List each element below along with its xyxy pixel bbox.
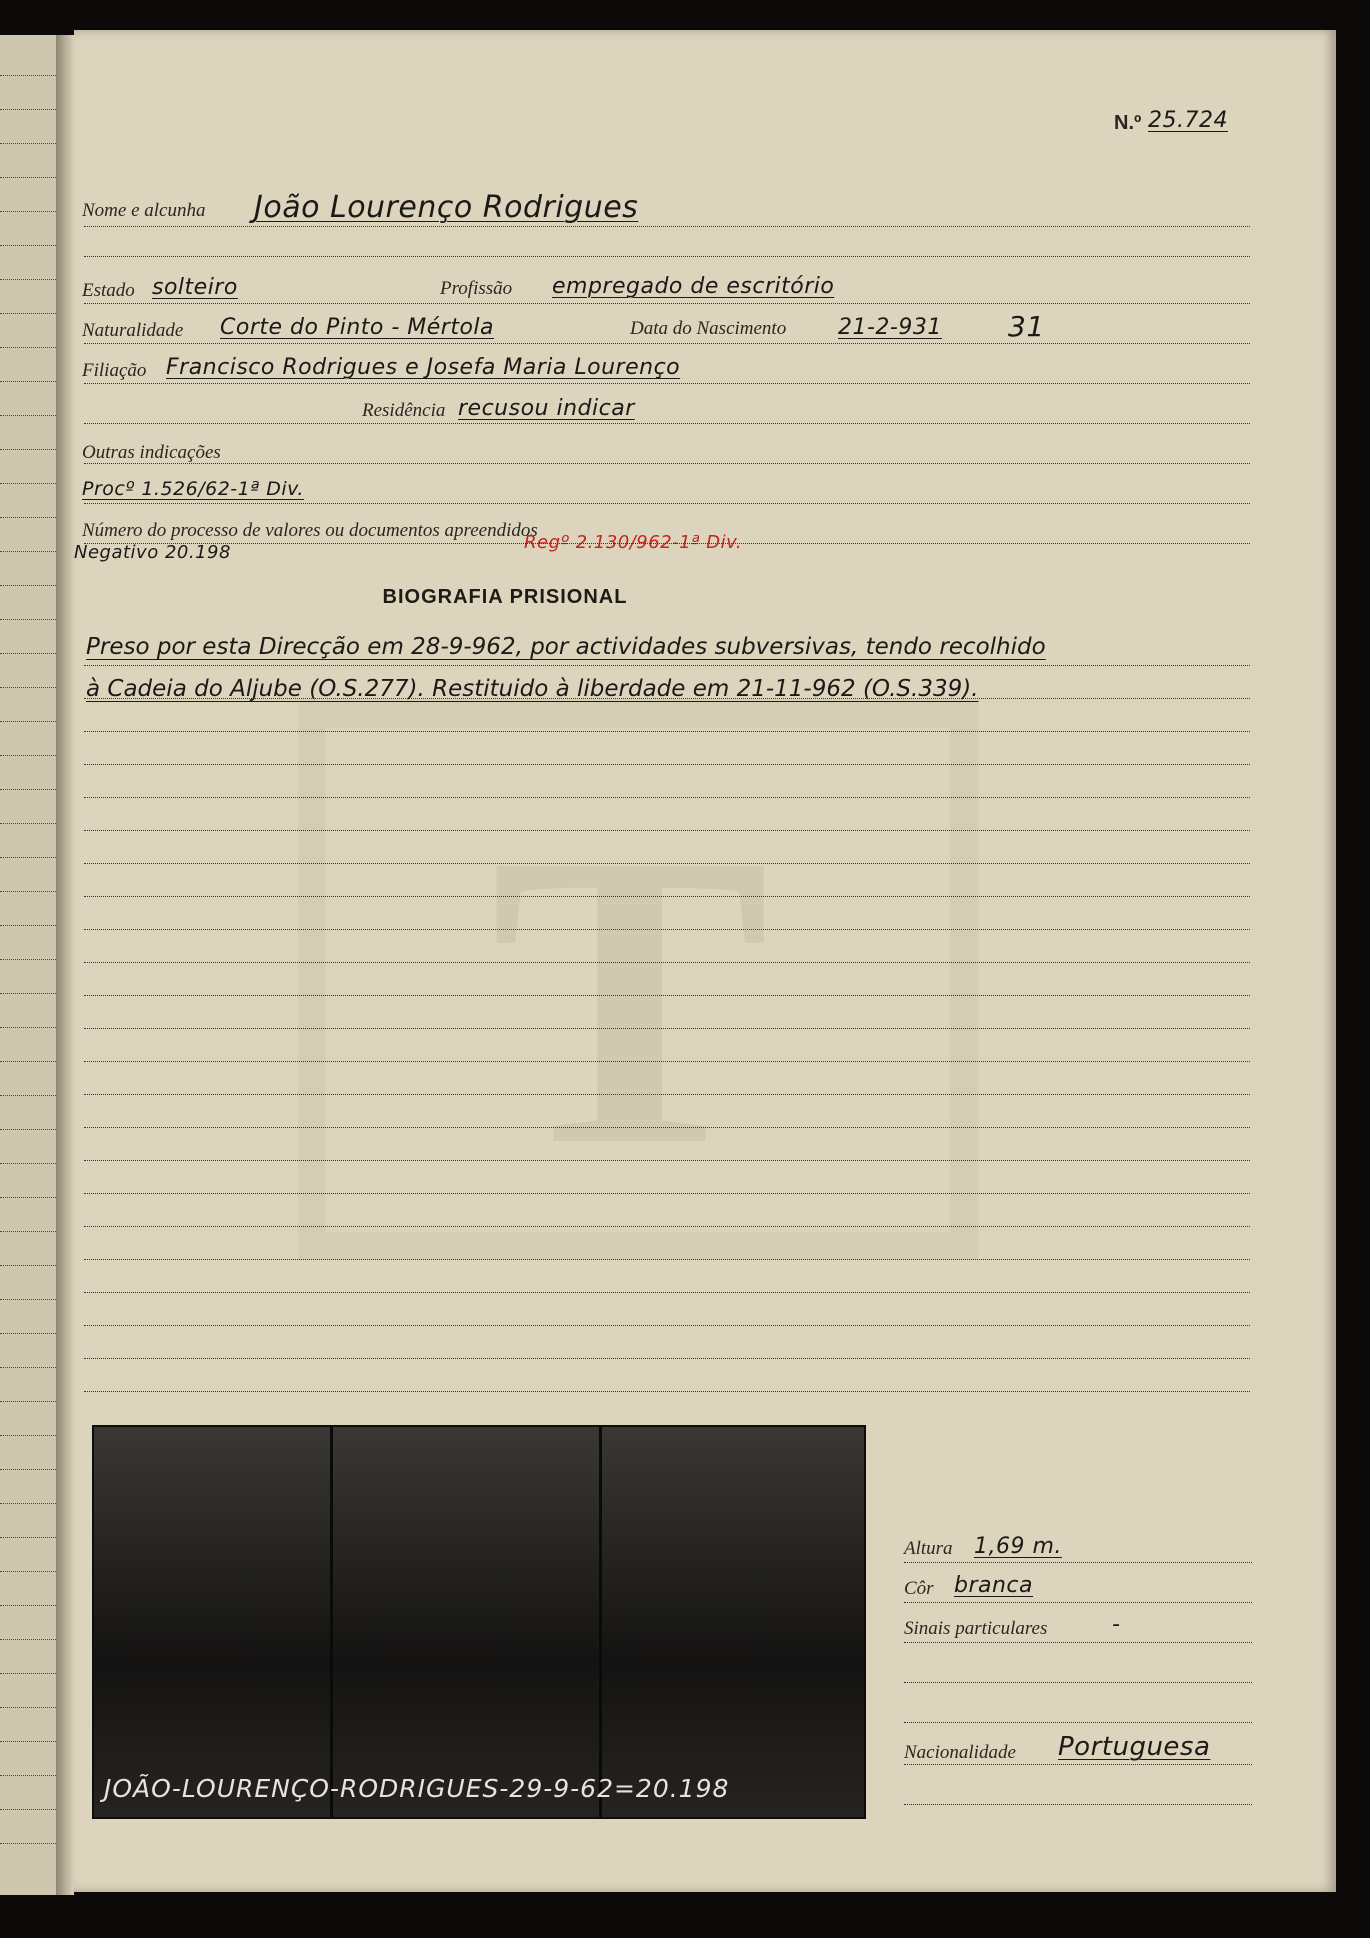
ruled-line	[84, 1061, 1250, 1062]
residencia-label: Residência	[362, 400, 446, 421]
ruled-line	[0, 279, 62, 280]
ruled-line	[0, 1639, 62, 1640]
sinais-label: Sinais particulares	[904, 1618, 1048, 1639]
ruled-line	[0, 1163, 62, 1164]
biography-heading: BIOGRAFIA PRISIONAL	[382, 586, 628, 608]
ruled-line	[84, 1094, 1250, 1095]
age-note: 31	[1008, 310, 1045, 343]
ruled-line	[84, 1127, 1250, 1128]
ruled-line	[904, 1642, 1252, 1643]
ruled-line	[0, 245, 62, 246]
ruled-line	[84, 383, 1250, 384]
altura-value: 1,69 m.	[974, 1534, 1062, 1559]
ruled-line	[84, 1193, 1250, 1194]
mugshot-three-quarter	[602, 1427, 864, 1817]
ruled-line	[0, 1571, 62, 1572]
ruled-line	[0, 177, 62, 178]
ruled-line	[84, 463, 1250, 464]
ruled-line	[0, 1435, 62, 1436]
ruled-line	[84, 303, 1250, 304]
record-number-label: N.º	[1114, 112, 1142, 134]
ruled-line	[0, 925, 62, 926]
ruled-line	[0, 143, 62, 144]
ruled-line	[84, 1292, 1250, 1293]
ruled-line	[0, 1503, 62, 1504]
ruled-line	[0, 415, 62, 416]
nascimento-value: 21-2-931	[838, 315, 942, 340]
ruled-line	[0, 653, 62, 654]
ruled-line	[904, 1764, 1252, 1765]
ruled-line	[0, 347, 62, 348]
ruled-line	[0, 993, 62, 994]
ruled-line	[84, 256, 1250, 257]
ruled-line	[84, 863, 1250, 864]
ruled-line	[84, 995, 1250, 996]
ruled-line	[0, 109, 62, 110]
nascimento-label: Data do Nascimento	[630, 318, 787, 339]
ruled-line	[0, 857, 62, 858]
outras-label: Outras indicações	[82, 442, 221, 463]
ruled-line	[0, 1537, 62, 1538]
ruled-line	[0, 1299, 62, 1300]
ruled-line	[0, 1843, 62, 1844]
ruled-line	[0, 381, 62, 382]
ruled-line	[0, 1741, 62, 1742]
ruled-line	[0, 1027, 62, 1028]
ruled-line	[904, 1602, 1252, 1603]
ruled-line	[84, 764, 1250, 765]
ruled-line	[84, 343, 1250, 344]
ruled-line	[84, 543, 1250, 544]
ruled-line	[0, 313, 62, 314]
mugshot-profile	[94, 1427, 330, 1817]
naturalidade-value: Corte do Pinto - Mértola	[220, 315, 495, 340]
ruled-line	[0, 823, 62, 824]
altura-label: Altura	[904, 1538, 953, 1559]
profissao-value: empregado de escritório	[552, 274, 835, 299]
ruled-line	[904, 1804, 1252, 1805]
prison-record-card	[74, 30, 1336, 1892]
ruled-line	[84, 423, 1250, 424]
ruled-line	[904, 1722, 1252, 1723]
ruled-line	[0, 891, 62, 892]
mugshot-photo	[92, 1425, 866, 1819]
previous-page-edge	[0, 35, 64, 1895]
ruled-line	[0, 789, 62, 790]
biography-line-2: à Cadeia do Aljube (O.S.277). Restituido à liberdade em 21-11-962 (O.S.339).	[86, 676, 979, 702]
ruled-line	[904, 1562, 1252, 1563]
ruled-line	[84, 896, 1250, 897]
ruled-line	[0, 1333, 62, 1334]
ruled-line	[0, 1061, 62, 1062]
watermark-letter: T	[489, 767, 771, 1232]
ruled-line	[0, 1095, 62, 1096]
ruled-line	[0, 1809, 62, 1810]
ruled-line	[84, 226, 1250, 227]
ruled-line	[84, 731, 1250, 732]
ruled-line	[84, 1325, 1250, 1326]
ruled-line	[0, 449, 62, 450]
ruled-line	[84, 698, 1250, 699]
ruled-line	[0, 1129, 62, 1130]
filiacao-value: Francisco Rodrigues e Josefa Maria Lourenço	[166, 355, 681, 380]
ruled-line	[0, 1265, 62, 1266]
negativo-value: Negativo 20.198	[74, 542, 231, 563]
ruled-line	[84, 1259, 1250, 1260]
cor-value: branca	[954, 1573, 1034, 1598]
outras-value: Procº 1.526/62-1ª Div.	[82, 478, 304, 500]
mugshot-front	[333, 1427, 599, 1817]
ruled-line	[0, 551, 62, 552]
ruled-line	[0, 721, 62, 722]
filiacao-label: Filiação	[82, 360, 147, 381]
ruled-line	[0, 1367, 62, 1368]
ruled-line	[84, 929, 1250, 930]
ruled-line	[0, 75, 62, 76]
ruled-line	[84, 503, 1250, 504]
processo-label: Número do processo de valores ou documentos apreendidos	[82, 520, 538, 541]
ruled-line	[84, 665, 1250, 666]
name-value: João Lourenço Rodrigues	[254, 190, 639, 225]
ruled-line	[0, 1401, 62, 1402]
ruled-line	[84, 1358, 1250, 1359]
ruled-line	[0, 1673, 62, 1674]
ruled-line	[84, 1028, 1250, 1029]
ruled-line	[0, 1605, 62, 1606]
ruled-line	[0, 687, 62, 688]
estado-value: solteiro	[152, 275, 238, 300]
ruled-line	[0, 755, 62, 756]
ruled-line	[0, 1707, 62, 1708]
ruled-line	[0, 1469, 62, 1470]
nacionalidade-value: Portuguesa	[1058, 1732, 1211, 1762]
ruled-line	[84, 962, 1250, 963]
ruled-line	[84, 1160, 1250, 1161]
ruled-line	[0, 619, 62, 620]
profissao-label: Profissão	[440, 278, 513, 299]
estado-label: Estado	[82, 280, 135, 301]
ruled-line	[84, 1391, 1250, 1392]
ruled-line	[0, 1197, 62, 1198]
ruled-line	[0, 517, 62, 518]
ruled-line	[84, 797, 1250, 798]
cor-label: Côr	[904, 1578, 934, 1599]
ruled-line	[0, 483, 62, 484]
residencia-value: recusou indicar	[458, 396, 635, 421]
ruled-line	[84, 1226, 1250, 1227]
ruled-line	[0, 211, 62, 212]
naturalidade-label: Naturalidade	[82, 320, 184, 341]
ruled-line	[0, 1231, 62, 1232]
ruled-line	[84, 830, 1250, 831]
ruled-line	[904, 1682, 1252, 1683]
ruled-line	[0, 959, 62, 960]
registo-value: Regº 2.130/962-1ª Div.	[524, 532, 743, 553]
nacionalidade-label: Nacionalidade	[904, 1742, 1016, 1763]
name-label: Nome e alcunha	[82, 200, 206, 221]
photo-caption: JOÃO-LOURENÇO-RODRIGUES-29-9-62=20.198	[104, 1774, 730, 1803]
record-number: 25.724	[1148, 108, 1228, 133]
book-spine	[56, 35, 74, 1895]
sinais-value: -	[1112, 1612, 1121, 1637]
biography-line-1: Preso por esta Direcção em 28-9-962, por actividades subversivas, tendo recolhido	[86, 634, 1046, 660]
ruled-line	[0, 1775, 62, 1776]
